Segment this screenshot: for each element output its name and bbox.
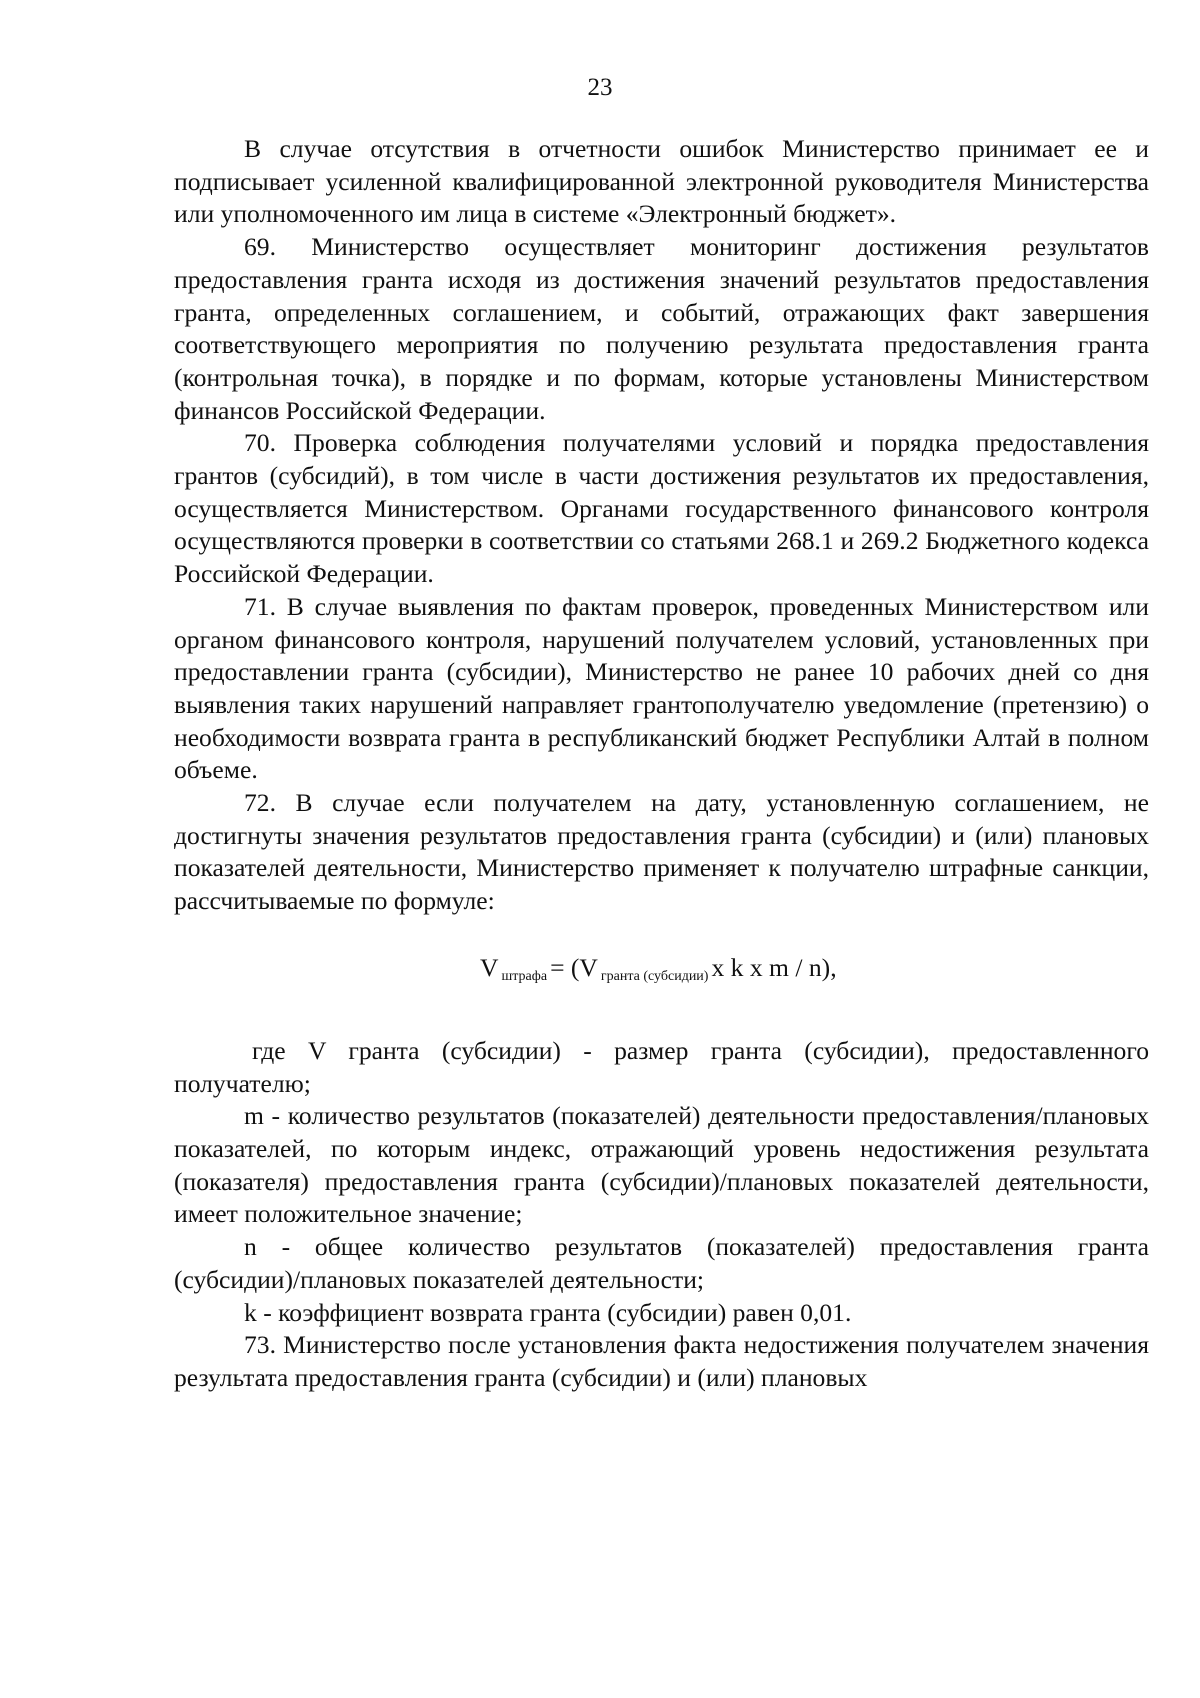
paragraph-70-inspection: 70. Проверка соблюдения получателями условий и порядка предоставления грантов (субсидий), в том числе в части достижения результатов их предоставления, осуществляется Министерством. Органами государственного финансового контроля осуществляются проверки в соответствии со статьями 268.1 и 269.2 Бюджетного кодекса Российской Федерации.	[174, 428, 1149, 589]
document-body	[174, 133, 1149, 1395]
formula-subscript-penalty: штрафа	[501, 968, 548, 984]
paragraph-72-penalties: 72. В случае если получателем на дату, установленную соглашением, не достигнуты значения результатов предоставления гранта (субсидии) и (или) плановых показателей деятельности, Министерство применяет к получателю штрафные санкции, рассчитываемые по формуле:	[174, 788, 1149, 916]
page-number: 23	[587, 74, 613, 101]
paragraph-71-violations: 71. В случае выявления по фактам проверок, проведенных Министерством или органом финансового контроля, нарушений получателем условий, установленных при предоставлении гранта (субсидии), Министерство не ранее 10 рабочих дней со дня выявления таких нарушений направляет грантополучателю уведомление (претензию) о необходимости возврата гранта в республиканский бюджет Республики Алтай в полном объеме.	[174, 591, 1149, 785]
paragraph-69-monitoring: 69. Министерство осуществляет мониторинг достижения результатов предоставления гранта исходя из достижения значений результатов предоставления гранта, определенных соглашением, и событий, отражающих факт завершения соответствующего мероприятия по получению результата предоставления гранта (контрольная точка), в порядке и по формам, которые установлены Министерством финансов Российской Федерации.	[174, 232, 1149, 425]
definition-m: m - количество результатов (показателей) деятельности предоставления/плановых показателей, по которым индекс, отражающий уровень недостижения результата (показателя) предоставления гранта (субсидии)/плановых показателей деятельности, имеет положительное значение;	[174, 1101, 1149, 1229]
definition-n: n - общее количество результатов (показателей) предоставления гранта (субсидии)/плановых показателей деятельности;	[174, 1232, 1149, 1294]
definition-k: k - коэффициент возврата гранта (субсидии) равен 0,01.	[244, 1297, 852, 1327]
formula-subscript-grant: гранта (субсидии)	[600, 968, 709, 984]
formula-v-symbol: V	[480, 952, 499, 982]
formula-tail: x k x m / n),	[711, 952, 837, 982]
penalty-formula	[174, 948, 1149, 993]
paragraph-report-acceptance: В случае отсутствия в отчетности ошибок Министерство принимает ее и подписывает усиленной квалифицированной электронной руководителя Министерства или уполномоченного им лица в системе «Электронный бюджет».	[174, 134, 1149, 229]
formula-equals-part: = (V	[550, 952, 598, 982]
paragraph-73-start: 73. Министерство после установления факта недостижения получателем значения результата предоставления гранта (субсидии) и (или) плановых	[174, 1330, 1149, 1392]
definition-v-grant: где V гранта (субсидии) - размер гранта (субсидии), предоставленного получателю;	[174, 1035, 1149, 1098]
